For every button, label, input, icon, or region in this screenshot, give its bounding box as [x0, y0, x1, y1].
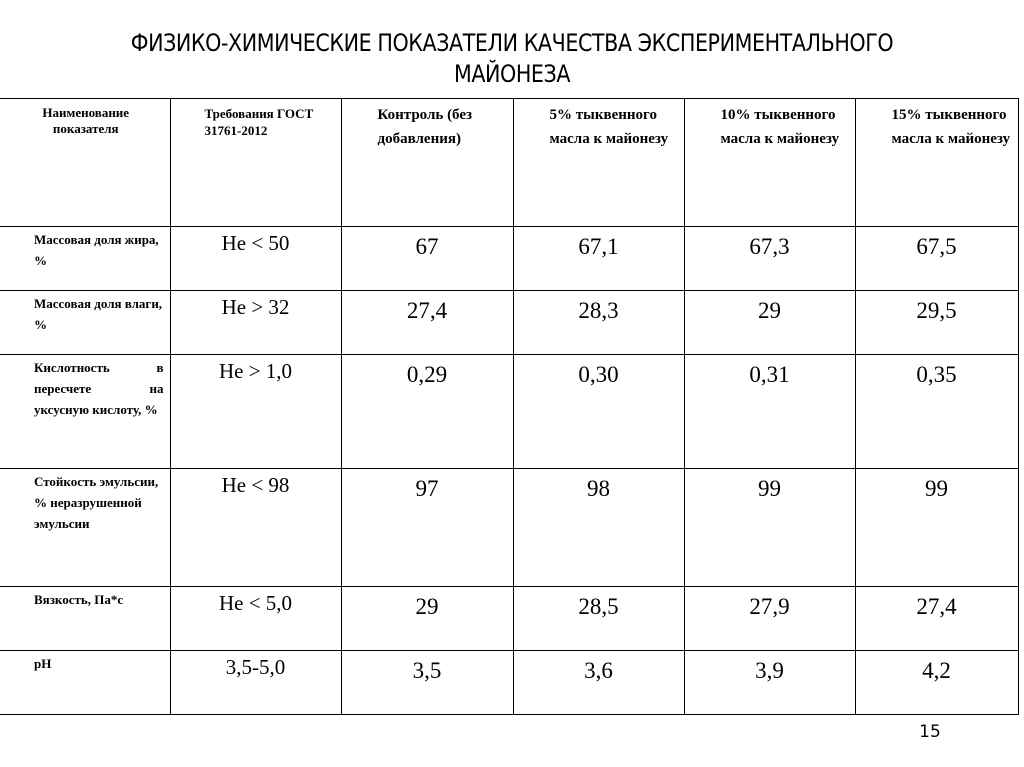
value-cell: 67,3 — [684, 227, 855, 291]
value-cell: 98 — [513, 469, 684, 587]
column-header-5-percent: 5% тыквенного масла к майонезу — [513, 99, 684, 227]
value-cell: 27,4 — [855, 587, 1018, 651]
value-cell: 67 — [341, 227, 513, 291]
value-cell: 99 — [855, 469, 1018, 587]
column-header-control: Контроль (без добавления) — [341, 99, 513, 227]
value-cell: 99 — [684, 469, 855, 587]
value-cell: 3,5 — [341, 651, 513, 715]
row-label: Массовая доля жира, % — [0, 227, 170, 291]
table-row — [0, 291, 1018, 355]
table-header-row — [0, 99, 1018, 227]
row-label: Массовая доля влаги, % — [0, 291, 170, 355]
column-header-indicator: Наименование показателя — [0, 99, 170, 227]
value-cell: 29,5 — [855, 291, 1018, 355]
standard-cell: Не < 98 — [170, 469, 341, 587]
value-cell: 67,5 — [855, 227, 1018, 291]
table-row — [0, 227, 1018, 291]
standard-cell: Не < 50 — [170, 227, 341, 291]
value-cell: 27,4 — [341, 291, 513, 355]
value-cell: 3,6 — [513, 651, 684, 715]
standard-cell: 3,5-5,0 — [170, 651, 341, 715]
value-cell: 97 — [341, 469, 513, 587]
value-cell: 4,2 — [855, 651, 1018, 715]
value-cell: 0,31 — [684, 355, 855, 469]
row-label: Вязкость, Па*с — [0, 587, 170, 651]
page-number: 15 — [919, 722, 941, 742]
table-row — [0, 587, 1018, 651]
value-cell: 29 — [684, 291, 855, 355]
table-row — [0, 469, 1018, 587]
value-cell: 0,35 — [855, 355, 1018, 469]
column-header-10-percent: 10% тыквенного масла к майонезу — [684, 99, 855, 227]
row-label: pH — [0, 651, 170, 715]
value-cell: 29 — [341, 587, 513, 651]
column-header-15-percent: 15% тыквенного масла к майонезу — [855, 99, 1018, 227]
row-label: Стойкость эмульсии, % неразрушенной эмульсии — [0, 469, 170, 587]
standard-cell: Не > 1,0 — [170, 355, 341, 469]
row-label: Кислотность в пересчете на уксусную кислоту, % — [0, 355, 170, 469]
slide-title-line-1: ФИЗИКО-ХИМИЧЕСКИЕ ПОКАЗАТЕЛИ КАЧЕСТВА ЭКСПЕРИМЕНТАЛЬНОГО — [130, 29, 894, 57]
slide-title-line-2: МАЙОНЕЗА — [453, 60, 571, 88]
value-cell: 28,3 — [513, 291, 684, 355]
value-cell: 67,1 — [513, 227, 684, 291]
table-row — [0, 651, 1018, 715]
slide-title — [72, 28, 953, 90]
table-row — [0, 355, 1018, 469]
value-cell: 3,9 — [684, 651, 855, 715]
value-cell: 0,30 — [513, 355, 684, 469]
value-cell: 28,5 — [513, 587, 684, 651]
quality-table — [0, 98, 1019, 715]
standard-cell: Не < 5,0 — [170, 587, 341, 651]
column-header-standard: Требования ГОСТ 31761-2012 — [170, 99, 341, 227]
value-cell: 27,9 — [684, 587, 855, 651]
standard-cell: Не > 32 — [170, 291, 341, 355]
value-cell: 0,29 — [341, 355, 513, 469]
